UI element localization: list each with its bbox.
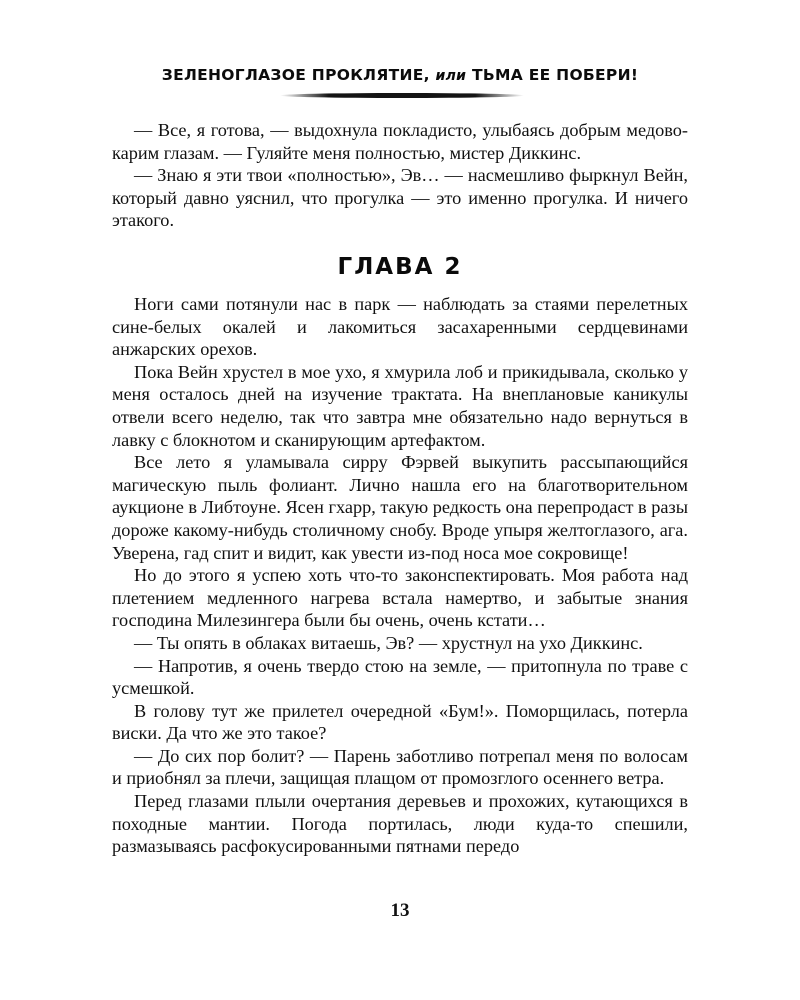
page-number: 13 bbox=[390, 900, 410, 921]
header-decorative-rule bbox=[280, 93, 524, 98]
paragraph: — Знаю я эти твои «полностью», Эв… — насмешливо фыркнул Вейн, который давно уяснил, что прогулка — это именно прогулка. И ничего этакого. bbox=[112, 165, 688, 231]
paragraph: В голову тут же прилетел очередной «Бум!». Поморщилась, потерла виски. Да что же это такое? bbox=[112, 700, 688, 744]
chapter-text bbox=[112, 293, 688, 858]
chapter-title: ГЛАВА 2 bbox=[337, 254, 463, 280]
paragraph: — Напротив, я очень твердо стою на земле, — притопнула по траве с усмешкой. bbox=[112, 655, 688, 699]
paragraph: Все лето я уламывала сирру Фэрвей выкупить рассыпающийся магическую пыль фолиант. Лично нашла его на благотворительном аукционе в Либтоуне. Ясен гхарр, такую редкость она перепродаст в разы дороже какому-нибудь столичному снобу. Вроде упыря желтоглазого, ага. Уверена, гад спит и видит, как увести из-под носа мое сокровище! bbox=[112, 452, 688, 563]
paragraph: — До сих пор болит? — Парень заботливо потрепал меня по волосам и приобнял за плечи, защищая плащом от промозглого осеннего ветра. bbox=[112, 745, 688, 789]
running-head-title: ЗЕЛЕНОГЛАЗОЕ ПРОКЛЯТИЕ, bbox=[161, 66, 430, 84]
previous-chapter-text bbox=[112, 119, 688, 232]
paragraph: Пока Вейн хрустел в мое ухо, я хмурила лоб и прикидывала, сколько у меня осталось дней на изучение трактата. На внеплановые каникулы отвели всего неделю, так что завтра мне обязательно надо вернуться в лавку с блокнотом и сканирующим артефактом. bbox=[112, 361, 688, 450]
paragraph: Ноги сами потянули нас в парк — наблюдать за стаями перелетных сине-белых окалей и лакомиться засахаренными сердцевинами анжарских орехов. bbox=[112, 294, 688, 360]
paragraph: Перед глазами плыли очертания деревьев и прохожих, кутающихся в походные мантии. Погода портилась, люди куда-то спешили, размазываясь расфокусированными пятнами передо bbox=[112, 791, 688, 857]
paragraph: — Все, я готова, — выдохнула покладисто, улыбаясь добрым медово-карим глазам. — Гуляйте меня полностью, мистер Диккинс. bbox=[112, 120, 688, 163]
paragraph: Но до этого я успею хоть что-то законспектировать. Моя работа над плетением медленного нагрева встала намертво, и забытые знания господина Милезингера были бы очень, очень кстати… bbox=[112, 565, 688, 631]
running-head-subtitle: ТЬМА ЕЕ ПОБЕРИ! bbox=[472, 66, 639, 84]
paragraph: — Ты опять в облаках витаешь, Эв? — хрустнул на ухо Диккинс. bbox=[134, 632, 643, 653]
running-head-or: или bbox=[435, 68, 467, 84]
running-head bbox=[0, 66, 800, 84]
